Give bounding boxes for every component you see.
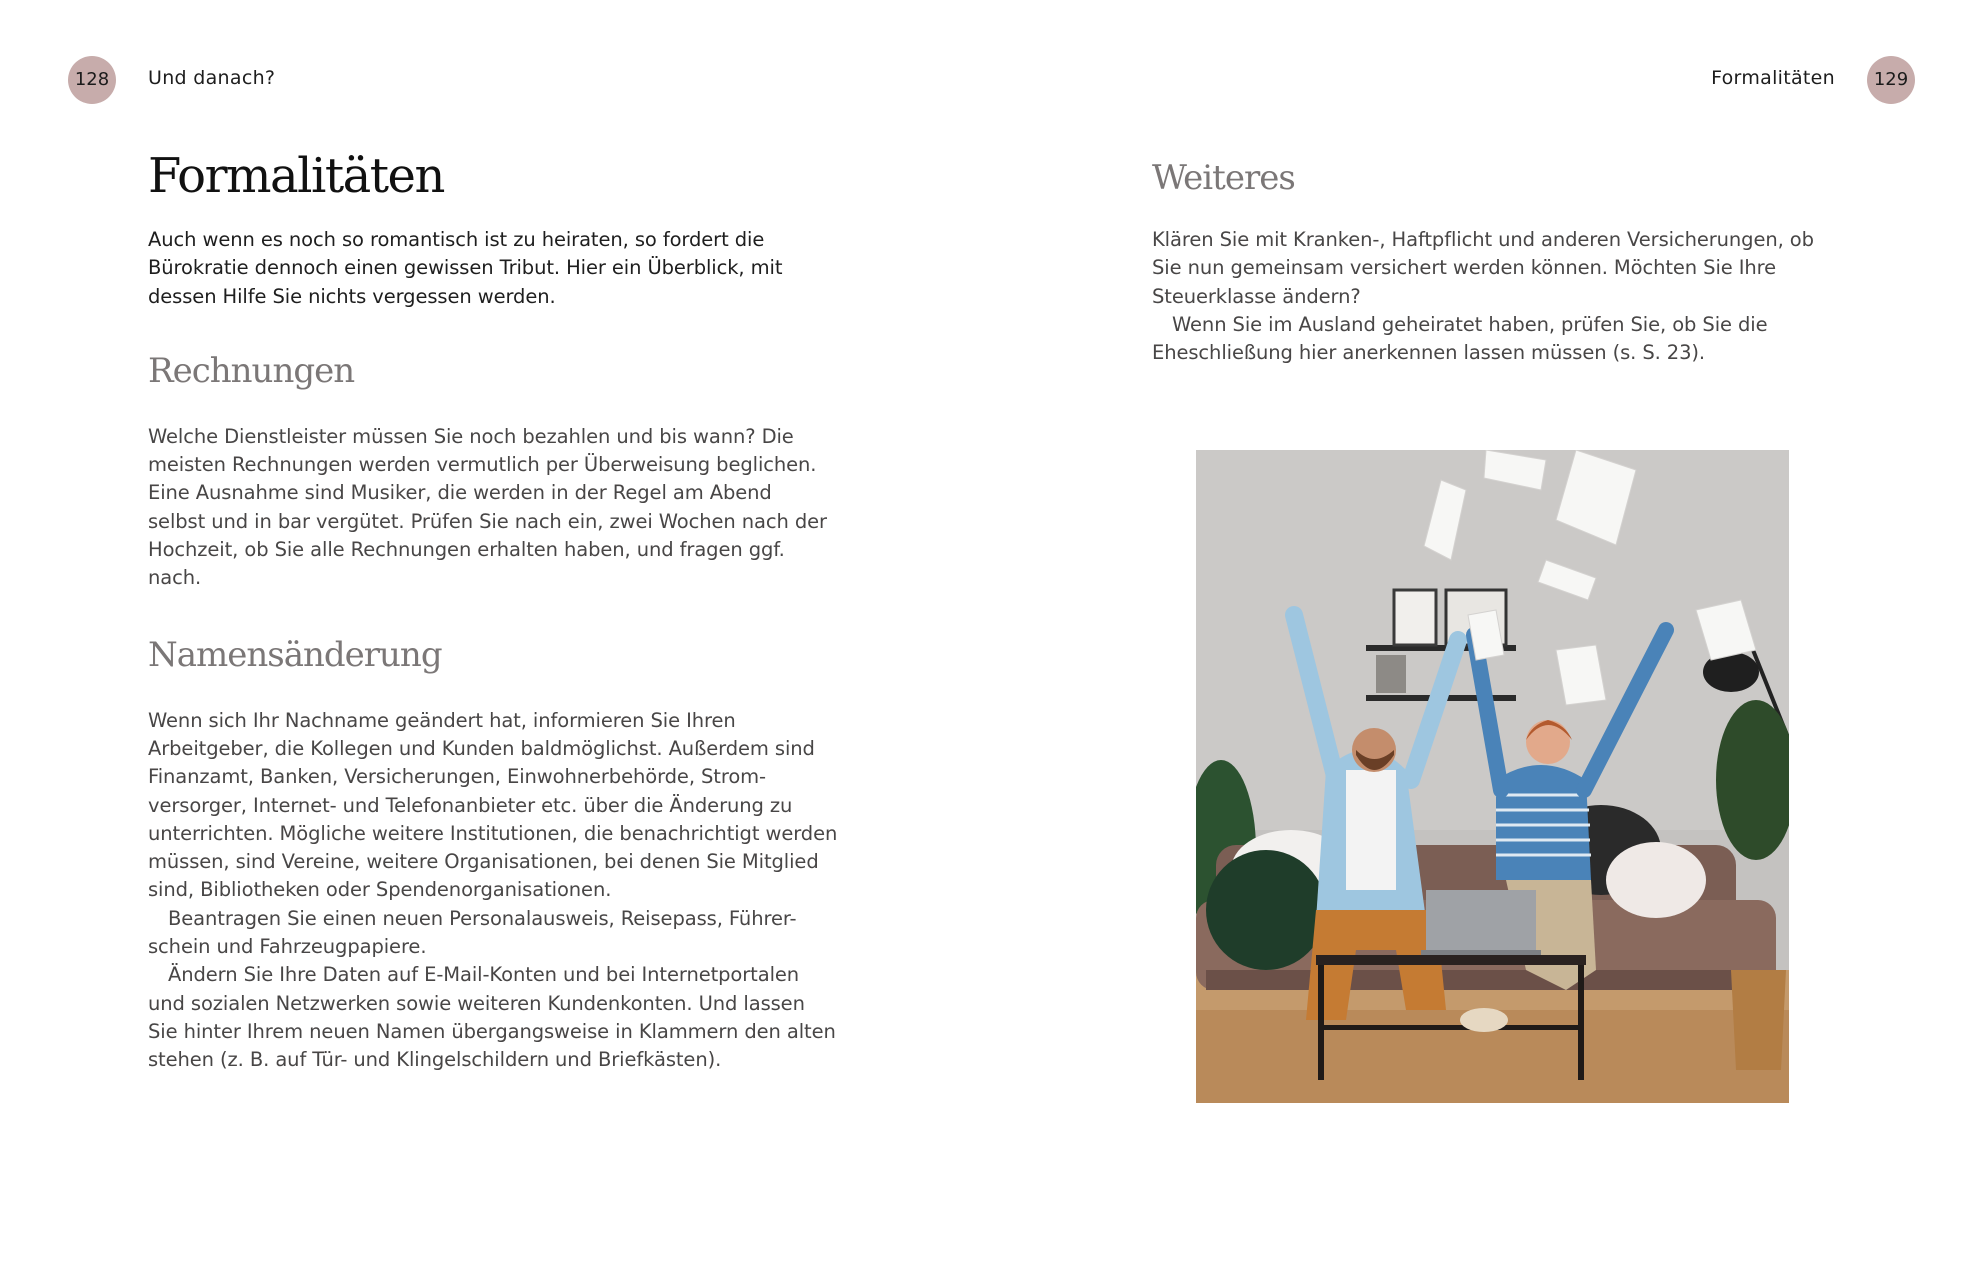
page-number-right: 129 (1867, 56, 1915, 104)
section-heading-weiteres: Weiteres (1152, 158, 1295, 198)
left-column (148, 148, 838, 1075)
running-head-right: Formalitäten (1711, 67, 1835, 89)
section-heading-namensaenderung: Namensänderung (148, 634, 442, 675)
page-title: Formalitäten (148, 148, 444, 204)
intro-paragraph: Auch wenn es noch so romantisch ist zu heiraten, so fordert die Bürokratie dennoch einen gewissen Tribut. Hier ein Überblick, mit dessen Hilfe Sie nichts vergessen werden. (148, 228, 783, 308)
namensaenderung-paragraph-3: Ändern Sie Ihre Daten auf E-Mail-Konten und bei Internetportalen und sozialen Netzwerken sowie weiteren Kundenkonten. Und lassen Sie hinter Ihrem neuen Namen übergangsweise in Klammern den alten stehen (z. B. auf Tür- und Klingelschildern und Briefkästen). (148, 963, 836, 1072)
couple-photo (1196, 450, 1789, 1103)
running-head-left: Und danach? (148, 67, 276, 89)
couple-illustration (1196, 450, 1789, 1103)
namensaenderung-paragraph-2: Beantragen Sie einen neuen Personalausweis, Reisepass, Führer-schein und Fahrzeugpapiere. (148, 906, 797, 959)
namensaenderung-paragraph-1: Wenn sich Ihr Nachname geändert hat, informieren Sie Ihren Arbeitgeber, die Kollegen und Kunden baldmöglichst. Außerdem sind Finanzamt, Banken, Versicherungen, Einwohnerbehörde, Strom-versorger, Internet- und Telefonanbieter etc. über die Änderung zu unterrichten. Mögliche weitere Institutionen, die benachrichtigt werden müssen, sind Vereine, weitere Organisationen, bei denen Sie Mitglied sind, Bibliotheken oder Spendenorganisationen. (148, 708, 838, 902)
weiteres-paragraph-1: Klären Sie mit Kranken-, Haftpflicht und anderen Versicherungen, ob Sie nun gemeinsam versichert werden können. Möchten Sie Ihre Steuerklasse ändern? (1152, 228, 1814, 308)
section-heading-rechnungen: Rechnungen (148, 350, 355, 391)
page-number-left: 128 (68, 56, 116, 104)
right-column (1152, 158, 1842, 367)
rechnungen-paragraph: Welche Dienstleister müssen Sie noch bezahlen und bis wann? Die meisten Rechnungen werden vermutlich per Überweisung beglichen. Eine Ausnahme sind Musiker, die werden in der Regel am Abend selbst und in bar vergütet. Prüfen Sie nach ein, zwei Wochen nach der Hochzeit, ob Sie alle Rechnungen erhalten haben, und fragen ggf. nach. (148, 424, 827, 590)
weiteres-paragraph-2: Wenn Sie im Ausland geheiratet haben, prüfen Sie, ob Sie die Eheschließung hier anerkennen lassen müssen (s. S. 23). (1152, 312, 1768, 365)
